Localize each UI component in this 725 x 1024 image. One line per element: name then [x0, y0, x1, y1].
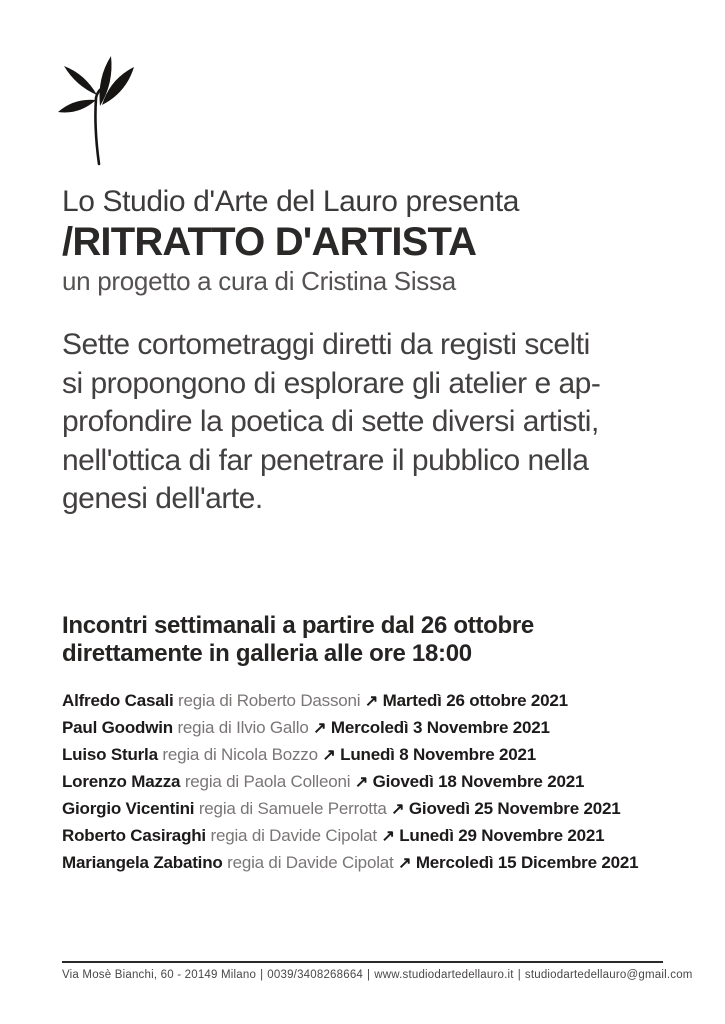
director-credit: regia di Samuele Perrotta	[198, 799, 387, 818]
event-list	[62, 688, 702, 877]
contact-line	[62, 967, 693, 983]
separator: |	[517, 969, 521, 981]
curator-line: un progetto a cura di Cristina Sissa	[62, 266, 456, 296]
north-east-arrow-icon: ↗	[364, 693, 379, 710]
title-block	[62, 184, 682, 296]
director-credit: regia di Nicola Bozzo	[162, 745, 318, 764]
event-row	[62, 796, 702, 823]
leaf-upper-left	[64, 66, 97, 95]
website-text: www.studiodartedellauro.it	[374, 969, 514, 981]
footer-divider	[62, 961, 663, 963]
intro-line: si propongono di esplorare gli atelier e ap-	[62, 366, 601, 400]
address-text: Via Mosè Bianchi, 60 - 20149 Milano	[62, 969, 257, 981]
director-credit: regia di Paola Colleoni	[184, 772, 351, 791]
laurel-sprig-logo	[50, 53, 180, 168]
intro-line: genesi dell'arte.	[62, 482, 263, 515]
north-east-arrow-icon: ↗	[391, 801, 405, 818]
intro-line: profondire la poetica di sette diversi artisti,	[62, 405, 599, 438]
event-date: Mercoledì 3 Novembre 2021	[330, 718, 550, 737]
artist-name: Luiso Sturla	[62, 745, 158, 764]
email-text: studiodartedellauro@gmail.com	[524, 969, 693, 981]
event-row	[62, 850, 702, 877]
schedule-heading	[62, 612, 682, 668]
north-east-arrow-icon: ↗	[381, 828, 395, 845]
poster-title: /RITRATTO D'ARTISTA	[62, 220, 477, 264]
north-east-arrow-icon: ↗	[313, 720, 327, 737]
event-date: Giovedì 18 Novembre 2021	[372, 772, 585, 791]
north-east-arrow-icon: ↗	[322, 747, 336, 764]
separator: |	[260, 969, 264, 981]
event-row	[62, 688, 702, 715]
event-date: Martedì 26 ottobre 2021	[382, 691, 568, 710]
event-date: Lunedì 8 Novembre 2021	[340, 745, 537, 764]
director-credit: regia di Roberto Dassoni	[178, 691, 361, 710]
director-credit: regia di Ilvio Gallo	[177, 718, 309, 737]
north-east-arrow-icon: ↗	[398, 855, 412, 872]
event-row	[62, 742, 702, 769]
event-date: Mercoledì 15 Dicembre 2021	[415, 853, 639, 872]
presenter-line: Lo Studio d'Arte del Lauro presenta	[62, 185, 520, 218]
leaf-lower-left	[58, 100, 96, 113]
artist-name: Alfredo Casali	[62, 691, 174, 710]
event-row	[62, 823, 702, 850]
event-date: Giovedì 25 Novembre 2021	[408, 799, 621, 818]
event-row	[62, 715, 702, 742]
director-credit: regia di Davide Cipolat	[227, 853, 394, 872]
intro-paragraph	[62, 326, 702, 519]
event-date: Lunedì 29 Novembre 2021	[399, 826, 605, 845]
director-credit: regia di Davide Cipolat	[210, 826, 377, 845]
schedule-heading-line: Incontri settimanali a partire dal 26 ottobre	[62, 612, 534, 639]
artist-name: Mariangela Zabatino	[62, 853, 223, 872]
phone-text: 0039/3408268664	[267, 969, 364, 981]
separator: |	[367, 969, 371, 981]
event-row	[62, 769, 702, 796]
artist-name: Paul Goodwin	[62, 718, 173, 737]
intro-line: nell'ottica di far penetrare il pubblico nella	[62, 443, 589, 477]
schedule-heading-line: direttamente in galleria alle ore 18:00	[62, 640, 472, 667]
artist-name: Giorgio Vicentini	[62, 799, 195, 818]
artist-name: Lorenzo Mazza	[62, 772, 181, 791]
intro-line: Sette cortometraggi diretti da registi scelti	[62, 328, 590, 361]
north-east-arrow-icon: ↗	[354, 774, 369, 791]
artist-name: Roberto Casiraghi	[62, 826, 206, 845]
